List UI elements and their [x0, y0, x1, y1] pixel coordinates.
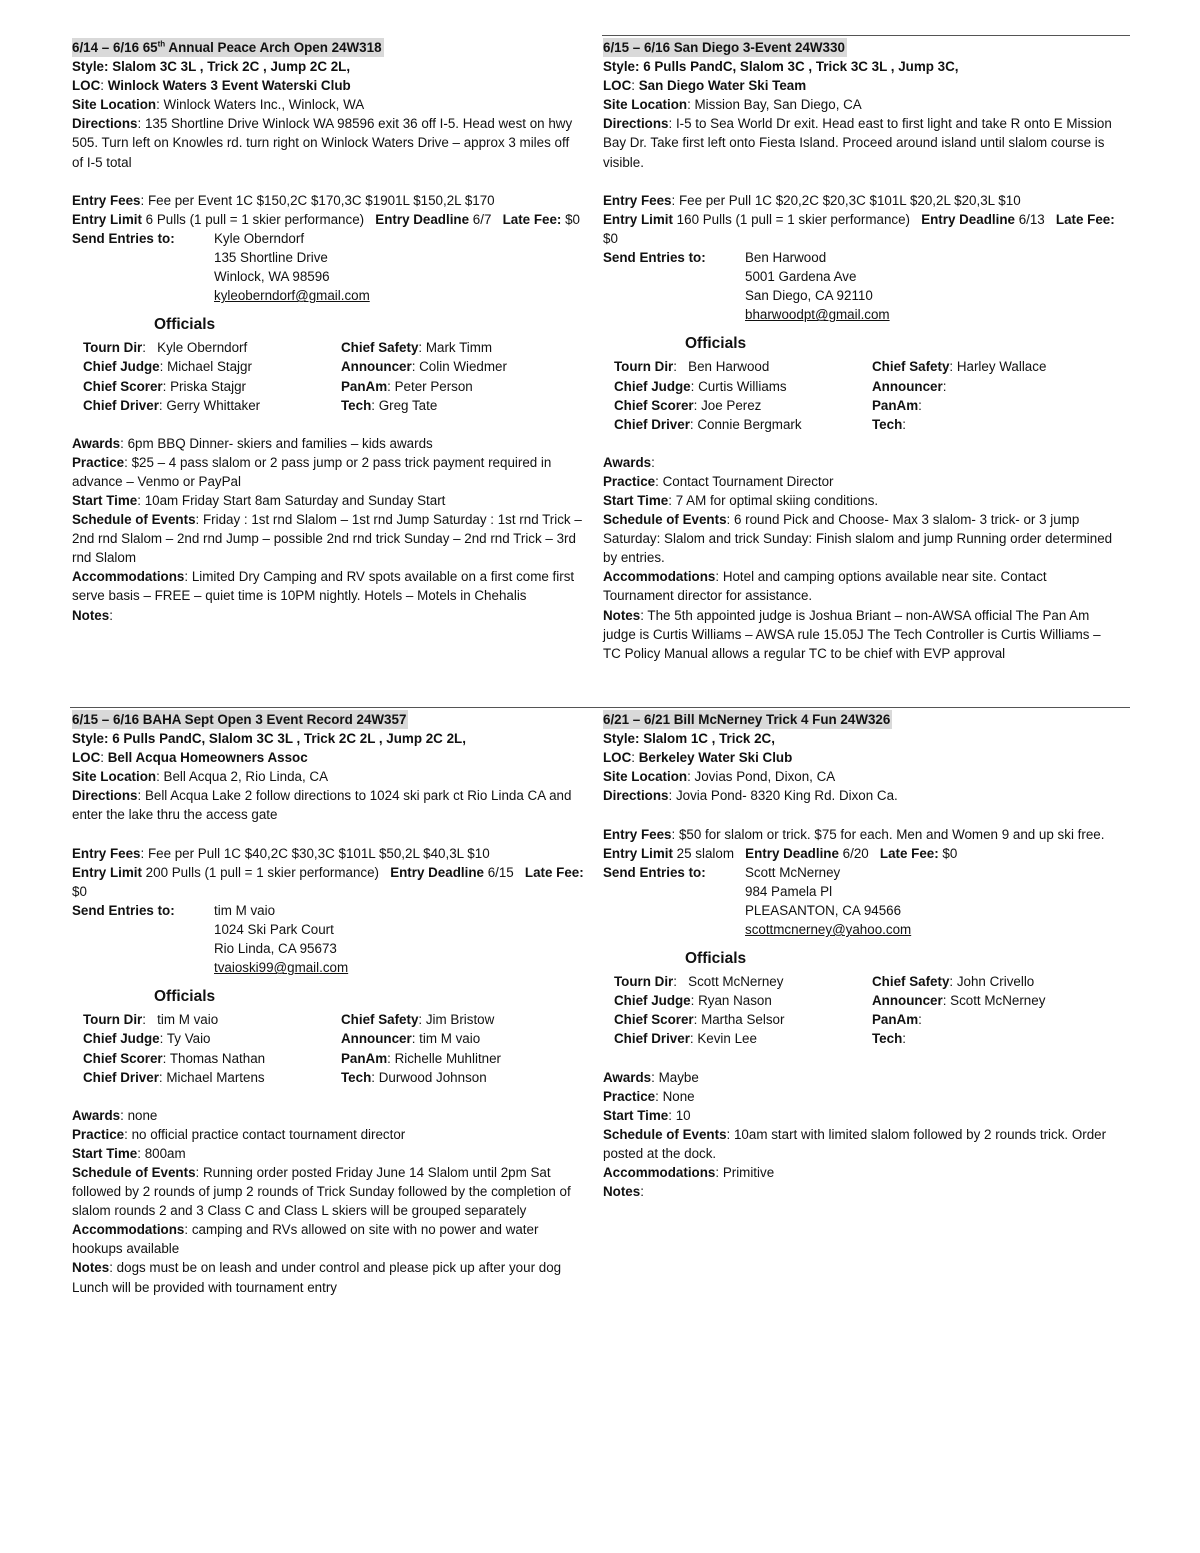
event-fees: Entry Fees: $50 for slalom or trick. $75 for each. Men and Women 9 and up ski free.: [603, 826, 1105, 842]
email-link[interactable]: scottmcnerney@yahoo.com: [745, 922, 912, 938]
officials-grid: Tourn Dir: Ben Harwood Chief Safety: Harley Wallace Chief Judge: Curtis Williams Announcer: Chief Scorer: Joe Perez PanAm: Chief Driver: Connie Bergmark Tech:: [614, 359, 1047, 432]
event-awards: Awards: none: [72, 1107, 158, 1123]
event-start-time: Start Time: 7 AM for optimal skiing conditions.: [603, 492, 879, 508]
event-header: 6/14 – 6/16 65th Annual Peace Arch Open 24W318: [72, 38, 384, 57]
event-header: 6/15 – 6/16 BAHA Sept Open 3 Event Record 24W357: [72, 710, 408, 729]
event-site: Site Location: Winlock Waters Inc., Winlock, WA: [72, 97, 365, 113]
event-fees: Entry Fees: Fee per Pull 1C $40,2C $30,3C $101L $50,2L $40,3L $10: [72, 845, 490, 861]
event-practice: Practice: no official practice contact tournament director: [72, 1126, 406, 1142]
event-awards: Awards:: [603, 454, 655, 470]
event-accommodations: Accommodations: Limited Dry Camping and RV spots available on a first come first serve basis – FREE – quiet time is 10PM nightly. Hotels – Motels in Chehalis: [72, 569, 575, 604]
middle-rule: [70, 707, 1130, 708]
email-link[interactable]: kyleoberndorf@gmail.com: [214, 288, 370, 304]
event-address: Kyle Oberndorf 135 Shortline Drive Winlock, WA 98596 kyleoberndorf@gmail.com: [72, 229, 584, 305]
event-notes: Notes: dogs must be on leash and under control and please pick up after your dog Lunch will be provided with tournament entry: [72, 1260, 562, 1295]
event-practice: Practice: None: [603, 1088, 695, 1104]
officials-grid: Tourn Dir: Kyle Oberndorf Chief Safety: Mark Timm Chief Judge: Michael Stajgr Announcer: Colin Wiedmer Chief Scorer: Priska Stajgr PanAm: Peter Person Chief Driver: Gerry Whittaker Tech: Greg Tate: [83, 340, 507, 413]
event-loc: LOC: San Diego Water Ski Team: [603, 78, 807, 94]
event-practice: Practice: $25 – 4 pass slalom or 2 pass jump or 2 pass trick payment required in advance – Venmo or PayPal: [72, 454, 552, 489]
officials-grid: Tourn Dir: Scott McNerney Chief Safety: John Crivello Chief Judge: Ryan Nason Announcer: Scott McNerney Chief Scorer: Martha Selsor PanAm: Chief Driver: Kevin Lee Tech:: [614, 974, 1046, 1047]
event-limit: Entry Limit 160 Pulls (1 pull = 1 skier performance) Entry Deadline 6/13 Late Fee: $0: [603, 211, 1115, 246]
event-directions: Directions: 135 Shortline Drive Winlock WA 98596 exit 36 off I-5. Head west on hwy 505. Turn left on Knowles rd. turn right on Winlock Waters Drive – approx 3 miles off of I-5 total: [72, 116, 573, 170]
event-send-entries-label: Send Entries to:: [72, 902, 175, 918]
event-schedule: Schedule of Events: Friday : 1st rnd Slalom – 1st rnd Jump Saturday : 1st rnd Trick – 2nd rnd Slalom – 2nd rnd Jump – possible 2nd rnd trick Sunday – 2nd rnd Trick – 3rd rnd Slalom: [72, 512, 582, 566]
email-link[interactable]: tvaioski99@gmail.com: [214, 960, 349, 976]
event-directions: Directions: Jovia Pond- 8320 King Rd. Dixon Ca.: [603, 788, 898, 804]
event-listing-san-diego: [603, 38, 1115, 663]
event-start-time: Start Time: 10: [603, 1107, 691, 1123]
event-fees: Entry Fees: Fee per Pull 1C $20,2C $20,3C $101L $20,2L $20,3L $10: [603, 192, 1021, 208]
event-accommodations: Accommodations: Hotel and camping options available near site. Contact Tournament director for assistance.: [603, 569, 1047, 604]
event-limit: Entry Limit 25 slalom Entry Deadline 6/20 Late Fee: $0: [603, 845, 958, 861]
event-awards: Awards: Maybe: [603, 1069, 699, 1085]
event-start-time: Start Time: 800am: [72, 1145, 186, 1161]
event-accommodations: Accommodations: camping and RVs allowed on site with no power and water hookups available: [72, 1222, 539, 1257]
event-notes: Notes:: [72, 607, 113, 623]
event-listing-baha: [72, 710, 584, 1297]
officials-title: Officials: [154, 988, 216, 1006]
event-listing-mcnerney: [603, 710, 1115, 1201]
event-loc: LOC: Bell Acqua Homeowners Assoc: [72, 750, 308, 766]
event-loc: LOC: Berkeley Water Ski Club: [603, 750, 793, 766]
officials-title: Officials: [685, 950, 747, 968]
officials-title: Officials: [154, 316, 216, 334]
event-notes: Notes: The 5th appointed judge is Joshua Briant – non-AWSA official The Pan Am judge is Curtis Williams – AWSA rule 15.05J The Tech Controller is Curtis Williams – TC Policy Manual allows a regular TC to be chief with EVP approval: [603, 607, 1101, 661]
event-site: Site Location: Jovias Pond, Dixon, CA: [603, 769, 836, 785]
event-send-entries-label: Send Entries to:: [603, 250, 706, 266]
event-practice: Practice: Contact Tournament Director: [603, 473, 834, 489]
event-style: Style: 6 Pulls PandC, Slalom 3C , Trick 3C 3L , Jump 3C,: [603, 59, 959, 75]
event-site: Site Location: Mission Bay, San Diego, CA: [603, 97, 862, 113]
event-style: Style: Slalom 1C , Trick 2C,: [603, 731, 775, 747]
event-notes: Notes:: [603, 1184, 644, 1200]
event-schedule: Schedule of Events: Running order posted Friday June 14 Slalom until 2pm Sat followed by 2 rounds of jump 2 rounds of Trick Sunday followed by the completion of slalom rounds 2 and 3 Class C and Class L skiers will be grouped separately: [72, 1164, 571, 1219]
event-site: Site Location: Bell Acqua 2, Rio Linda, CA: [72, 769, 329, 785]
event-send-entries-label: Send Entries to:: [603, 864, 706, 880]
event-address: tim M vaio 1024 Ski Park Court Rio Linda, CA 95673 tvaioski99@gmail.com: [72, 901, 584, 977]
event-header: 6/15 – 6/16 San Diego 3-Event 24W330: [603, 38, 847, 57]
event-limit: Entry Limit 6 Pulls (1 pull = 1 skier performance) Entry Deadline 6/7 Late Fee: $0: [72, 211, 581, 227]
event-schedule: Schedule of Events: 10am start with limited slalom followed by 2 rounds trick. Order posted at the dock.: [603, 1126, 1107, 1161]
event-accommodations: Accommodations: Primitive: [603, 1164, 775, 1180]
event-address: Scott McNerney 984 Pamela Pl PLEASANTON, CA 94566 scottmcnerney@yahoo.com: [603, 863, 1115, 939]
event-start-time: Start Time: 10am Friday Start 8am Saturday and Sunday Start: [72, 492, 446, 508]
officials-grid: Tourn Dir: tim M vaio Chief Safety: Jim Bristow Chief Judge: Ty Vaio Announcer: tim M vaio Chief Scorer: Thomas Nathan PanAm: Richelle Muhlitner Chief Driver: Michael Martens Tech: Durwood Johnson: [83, 1012, 502, 1085]
event-directions: Directions: Bell Acqua Lake 2 follow directions to 1024 ski park ct Rio Linda CA and enter the lake thru the access gate: [72, 788, 572, 823]
event-style: Style: Slalom 3C 3L , Trick 2C , Jump 2C 2L,: [72, 59, 351, 75]
event-address: Ben Harwood 5001 Gardena Ave San Diego, CA 92110 bharwoodpt@gmail.com: [603, 248, 1115, 324]
email-link[interactable]: bharwoodpt@gmail.com: [745, 307, 890, 323]
event-schedule: Schedule of Events: 6 round Pick and Choose- Max 3 slalom- 3 trick- or 3 jump Saturday: Slalom and trick Sunday: Finish slalom and jump Running order determined by entries.: [603, 512, 1113, 566]
top-right-rule: [602, 35, 1130, 36]
officials-title: Officials: [685, 335, 747, 353]
event-loc: LOC: Winlock Waters 3 Event Waterski Club: [72, 78, 351, 94]
event-send-entries-label: Send Entries to:: [72, 230, 175, 246]
event-style: Style: 6 Pulls PandC, Slalom 3C 3L , Trick 2C 2L , Jump 2C 2L,: [72, 731, 466, 747]
event-header: 6/21 – 6/21 Bill McNerney Trick 4 Fun 24W326: [603, 710, 892, 729]
event-limit: Entry Limit 200 Pulls (1 pull = 1 skier performance) Entry Deadline 6/15 Late Fee: $0: [72, 864, 584, 899]
event-listing-peace-arch: [72, 38, 584, 625]
event-awards: Awards: 6pm BBQ Dinner- skiers and families – kids awards: [72, 435, 433, 451]
event-fees: Entry Fees: Fee per Event 1C $150,2C $170,3C $1901L $150,2L $170: [72, 192, 495, 208]
event-directions: Directions: I-5 to Sea World Dr exit. Head east to first light and take R onto E Mission Bay Dr. Take first left onto Fiesta Island. Proceed around island until slalom course is visible.: [603, 116, 1112, 170]
